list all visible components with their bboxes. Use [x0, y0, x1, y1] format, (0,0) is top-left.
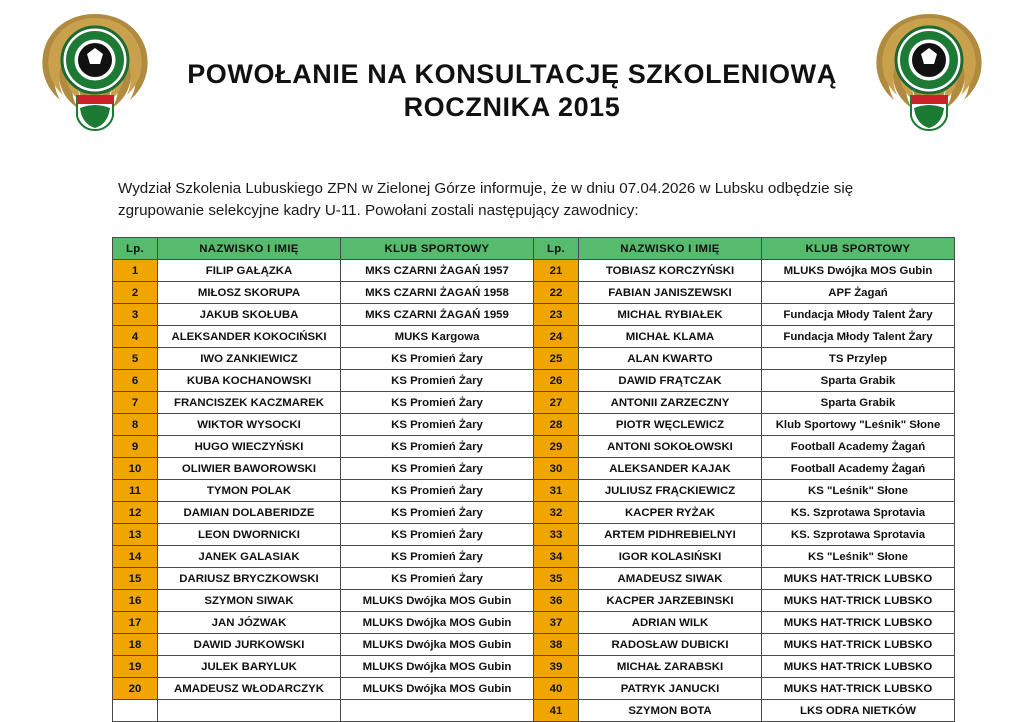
player-name-left: LEON DWORNICKI [158, 524, 341, 546]
player-name-right: PATRYK JANUCKI [579, 678, 762, 700]
row-number-left: 16 [113, 590, 158, 612]
empty-cell [158, 700, 341, 722]
row-number-left: 13 [113, 524, 158, 546]
table-row [113, 634, 955, 656]
player-name-right: IGOR KOLASIŃSKI [579, 546, 762, 568]
table-row [113, 260, 955, 282]
table-row [113, 612, 955, 634]
header-lp-right: Lp. [534, 238, 579, 260]
row-number-left: 12 [113, 502, 158, 524]
player-name-left: OLIWIER BAWOROWSKI [158, 458, 341, 480]
row-number-left: 7 [113, 392, 158, 414]
player-name-right: ADRIAN WILK [579, 612, 762, 634]
player-name-left: DARIUSZ BRYCZKOWSKI [158, 568, 341, 590]
player-club-left: MLUKS Dwójka MOS Gubin [341, 656, 534, 678]
player-name-left: TYMON POLAK [158, 480, 341, 502]
table-row [113, 282, 955, 304]
player-name-left: IWO ZANKIEWICZ [158, 348, 341, 370]
player-club-left: KS Promień Żary [341, 392, 534, 414]
player-name-right: ALEKSANDER KAJAK [579, 458, 762, 480]
player-name-left: FILIP GAŁĄZKA [158, 260, 341, 282]
row-number-right: 27 [534, 392, 579, 414]
title-line-1: POWOŁANIE NA KONSULTACJĘ SZKOLENIOWĄ [187, 59, 837, 89]
player-name-left: JAKUB SKOŁUBA [158, 304, 341, 326]
row-number-left: 11 [113, 480, 158, 502]
table-row [113, 524, 955, 546]
player-club-right: MLUKS Dwójka MOS Gubin [762, 260, 955, 282]
row-number-left: 20 [113, 678, 158, 700]
row-number-right: 33 [534, 524, 579, 546]
row-number-right: 23 [534, 304, 579, 326]
row-number-left: 5 [113, 348, 158, 370]
player-name-right: PIOTR WĘCLEWICZ [579, 414, 762, 436]
table-row [113, 304, 955, 326]
table-row [113, 568, 955, 590]
player-club-right: Fundacja Młody Talent Żary [762, 326, 955, 348]
player-club-right: KS. Szprotawa Sprotavia [762, 502, 955, 524]
player-club-left: KS Promień Żary [341, 414, 534, 436]
player-club-right: LKS ODRA NIETKÓW [762, 700, 955, 722]
player-club-left: MLUKS Dwójka MOS Gubin [341, 590, 534, 612]
row-number-right: 25 [534, 348, 579, 370]
player-name-left: DAMIAN DOLABERIDZE [158, 502, 341, 524]
empty-cell [113, 700, 158, 722]
empty-cell [341, 700, 534, 722]
player-name-left: FRANCISZEK KACZMAREK [158, 392, 341, 414]
table-row [113, 700, 955, 722]
player-club-right: MUKS HAT-TRICK LUBSKO [762, 678, 955, 700]
player-club-left: MKS CZARNI ŻAGAŃ 1957 [341, 260, 534, 282]
row-number-right: 32 [534, 502, 579, 524]
player-club-right: TS Przylep [762, 348, 955, 370]
player-club-left: MLUKS Dwójka MOS Gubin [341, 634, 534, 656]
table-row [113, 546, 955, 568]
row-number-left: 18 [113, 634, 158, 656]
player-club-left: KS Promień Żary [341, 524, 534, 546]
roster-table-container [0, 237, 1024, 722]
row-number-right: 29 [534, 436, 579, 458]
table-row [113, 348, 955, 370]
table-header-row [113, 238, 955, 260]
player-club-left: MUKS Kargowa [341, 326, 534, 348]
player-club-right: Football Academy Żagań [762, 436, 955, 458]
row-number-right: 31 [534, 480, 579, 502]
player-name-left: JAN JÓZWAK [158, 612, 341, 634]
player-club-right: MUKS HAT-TRICK LUBSKO [762, 568, 955, 590]
player-name-left: JULEK BARYLUK [158, 656, 341, 678]
player-name-right: JULIUSZ FRĄCKIEWICZ [579, 480, 762, 502]
player-name-left: HUGO WIECZYŃSKI [158, 436, 341, 458]
row-number-right: 21 [534, 260, 579, 282]
table-head [113, 238, 955, 260]
row-number-left: 15 [113, 568, 158, 590]
row-number-right: 22 [534, 282, 579, 304]
player-club-left: KS Promień Żary [341, 568, 534, 590]
player-club-right: MUKS HAT-TRICK LUBSKO [762, 656, 955, 678]
player-club-right: MUKS HAT-TRICK LUBSKO [762, 590, 955, 612]
crest-right [864, 8, 994, 138]
row-number-right: 40 [534, 678, 579, 700]
row-number-right: 37 [534, 612, 579, 634]
header-name-left: NAZWISKO I IMIĘ [158, 238, 341, 260]
row-number-left: 10 [113, 458, 158, 480]
table-row [113, 436, 955, 458]
header-lp-left: Lp. [113, 238, 158, 260]
player-name-right: ARTEM PIDHREBIELNYI [579, 524, 762, 546]
player-name-left: DAWID JURKOWSKI [158, 634, 341, 656]
player-club-left: KS Promień Żary [341, 480, 534, 502]
player-club-right: KS "Leśnik" Słone [762, 480, 955, 502]
row-number-right: 38 [534, 634, 579, 656]
crest-left [30, 8, 160, 138]
row-number-left: 19 [113, 656, 158, 678]
player-name-right: MICHAŁ ZARABSKI [579, 656, 762, 678]
table-row [113, 502, 955, 524]
row-number-left: 8 [113, 414, 158, 436]
header-club-left: KLUB SPORTOWY [341, 238, 534, 260]
player-name-right: RADOSŁAW DUBICKI [579, 634, 762, 656]
player-club-left: KS Promień Żary [341, 502, 534, 524]
row-number-right: 26 [534, 370, 579, 392]
player-club-left: MKS CZARNI ŻAGAŃ 1958 [341, 282, 534, 304]
player-name-right: FABIAN JANISZEWSKI [579, 282, 762, 304]
table-row [113, 370, 955, 392]
player-name-left: KUBA KOCHANOWSKI [158, 370, 341, 392]
row-number-left: 2 [113, 282, 158, 304]
player-name-right: MICHAŁ KLAMA [579, 326, 762, 348]
player-name-right: SZYMON BOTA [579, 700, 762, 722]
player-club-right: MUKS HAT-TRICK LUBSKO [762, 612, 955, 634]
row-number-left: 14 [113, 546, 158, 568]
row-number-right: 24 [534, 326, 579, 348]
player-name-left: WIKTOR WYSOCKI [158, 414, 341, 436]
row-number-right: 41 [534, 700, 579, 722]
player-name-left: MIŁOSZ SKORUPA [158, 282, 341, 304]
player-club-left: KS Promień Żary [341, 458, 534, 480]
player-name-right: ANTONII ZARZECZNY [579, 392, 762, 414]
player-name-right: KACPER RYŻAK [579, 502, 762, 524]
player-club-right: KS "Leśnik" Słone [762, 546, 955, 568]
player-name-right: KACPER JARZEBINSKI [579, 590, 762, 612]
table-row [113, 326, 955, 348]
player-name-left: SZYMON SIWAK [158, 590, 341, 612]
table-row [113, 678, 955, 700]
table-row [113, 480, 955, 502]
player-club-right: Sparta Grabik [762, 392, 955, 414]
player-club-right: Sparta Grabik [762, 370, 955, 392]
header-club-right: KLUB SPORTOWY [762, 238, 955, 260]
header-name-right: NAZWISKO I IMIĘ [579, 238, 762, 260]
title-line-2: ROCZNIKA 2015 [403, 91, 621, 122]
player-club-left: KS Promień Żary [341, 348, 534, 370]
player-club-right: MUKS HAT-TRICK LUBSKO [762, 634, 955, 656]
player-club-left: MLUKS Dwójka MOS Gubin [341, 678, 534, 700]
player-club-left: KS Promień Żary [341, 370, 534, 392]
roster-table [112, 237, 955, 722]
table-body [113, 260, 955, 722]
row-number-left: 1 [113, 260, 158, 282]
row-number-left: 3 [113, 304, 158, 326]
document-header [0, 0, 1024, 160]
row-number-left: 17 [113, 612, 158, 634]
player-name-left: JANEK GALASIAK [158, 546, 341, 568]
player-name-right: ANTONI SOKOŁOWSKI [579, 436, 762, 458]
player-name-right: TOBIASZ KORCZYŃSKI [579, 260, 762, 282]
player-club-left: KS Promień Żary [341, 546, 534, 568]
player-club-left: MLUKS Dwójka MOS Gubin [341, 612, 534, 634]
player-club-left: MKS CZARNI ŻAGAŃ 1959 [341, 304, 534, 326]
table-row [113, 458, 955, 480]
row-number-left: 6 [113, 370, 158, 392]
table-row [113, 414, 955, 436]
player-name-right: DAWID FRĄTCZAK [579, 370, 762, 392]
row-number-right: 36 [534, 590, 579, 612]
row-number-right: 35 [534, 568, 579, 590]
row-number-right: 30 [534, 458, 579, 480]
player-name-right: AMADEUSZ SIWAK [579, 568, 762, 590]
player-name-right: ALAN KWARTO [579, 348, 762, 370]
table-row [113, 590, 955, 612]
player-club-left: KS Promień Żary [341, 436, 534, 458]
row-number-right: 39 [534, 656, 579, 678]
row-number-right: 28 [534, 414, 579, 436]
player-club-right: Football Academy Żagań [762, 458, 955, 480]
row-number-right: 34 [534, 546, 579, 568]
player-name-left: ALEKSANDER KOKOCIŃSKI [158, 326, 341, 348]
player-club-right: Klub Sportowy "Leśnik" Słone [762, 414, 955, 436]
player-club-right: Fundacja Młody Talent Żary [762, 304, 955, 326]
intro-paragraph: Wydział Szkolenia Lubuskiego ZPN w Zielonej Górze informuje, że w dniu 07.04.2026 w Lubsku odbędzie się zgrupowanie selekcyjne kadry U-11. Powołani zostali następujący zawodnicy: [118, 180, 854, 219]
page-title [170, 58, 854, 124]
player-name-right: MICHAŁ RYBIAŁEK [579, 304, 762, 326]
table-row [113, 656, 955, 678]
player-club-right: KS. Szprotawa Sprotavia [762, 524, 955, 546]
player-club-right: APF Żagań [762, 282, 955, 304]
player-name-left: AMADEUSZ WŁODARCZYK [158, 678, 341, 700]
table-row [113, 392, 955, 414]
row-number-left: 9 [113, 436, 158, 458]
row-number-left: 4 [113, 326, 158, 348]
